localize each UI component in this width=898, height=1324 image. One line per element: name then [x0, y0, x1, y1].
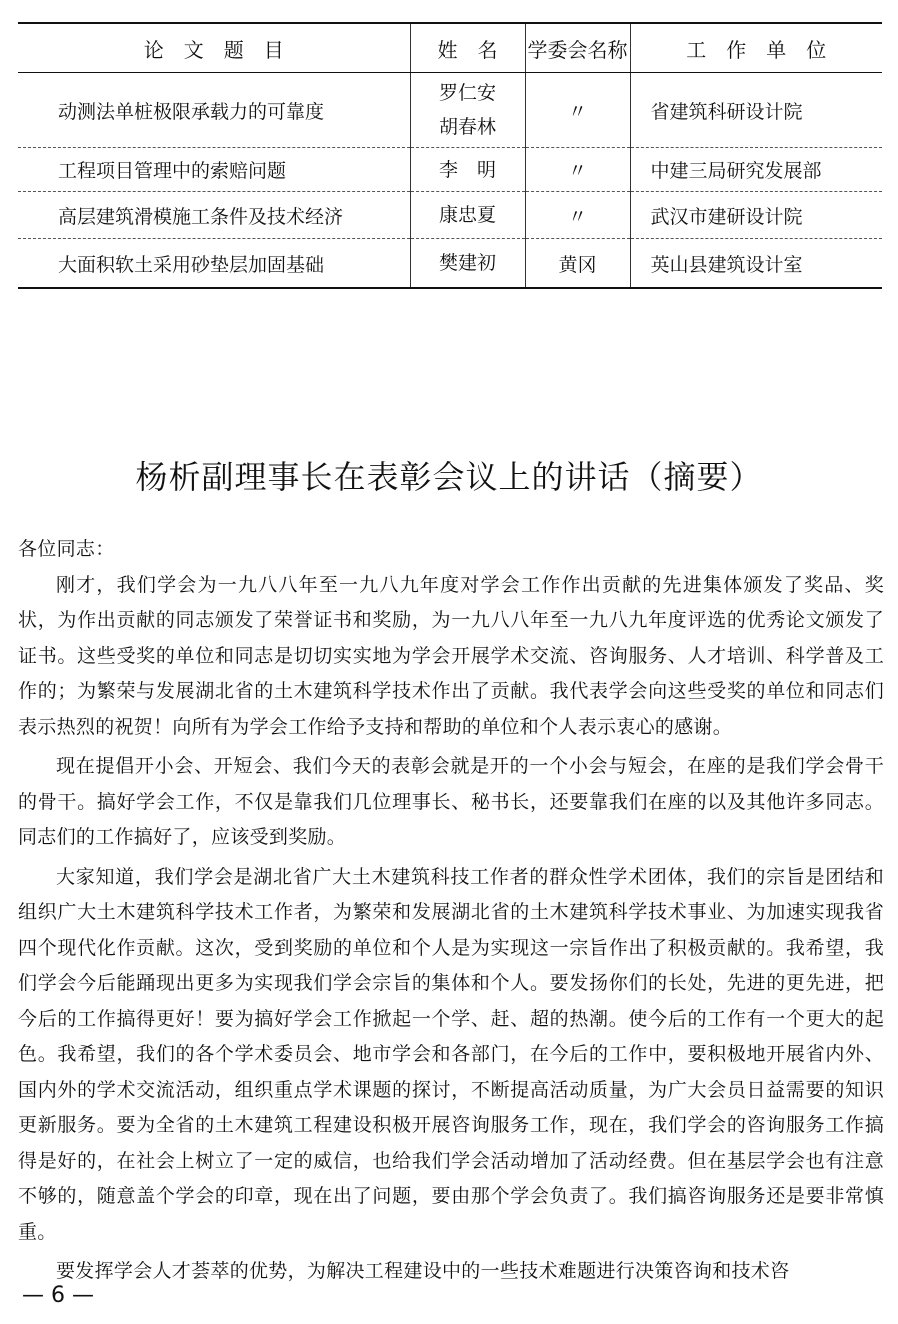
table-row [18, 148, 882, 192]
header-title: 论 文 题 目 [18, 23, 410, 73]
author-names [410, 148, 525, 192]
header-committee: 学委会名称 [525, 23, 630, 73]
author-name: 罗仁安 [438, 82, 496, 104]
paper-title: 动测法单桩极限承载力的可靠度 [18, 73, 410, 148]
author-name: 李 明 [438, 158, 496, 181]
article-body [18, 532, 884, 1294]
author-name: 胡春林 [438, 116, 496, 138]
work-unit: 省建筑科研设计院 [630, 73, 882, 148]
author-names [410, 73, 525, 148]
author-name: 康忠夏 [438, 204, 496, 226]
author-name: 樊建初 [438, 252, 496, 274]
salutation: 各位同志： [18, 538, 115, 560]
work-unit: 中建三局研究发展部 [630, 148, 882, 192]
paragraph: 要发挥学会人才荟萃的优势，为解决工程建设中的一些技术难题进行决策咨询和技术咨 [56, 1260, 790, 1282]
author-names [410, 192, 525, 239]
committee-name: 〃 [525, 192, 630, 239]
paragraph: 现在提倡开小会、开短会、我们今天的表彰会就是开的一个小会与短会，在座的是我们学会骨干的骨干。搞好学会工作，不仅是靠我们几位理事长、秘书长，还要靠我们在座的以及其他许多同志。同志们的工作搞好了，应该受到奖励。 [18, 755, 884, 848]
author-names [410, 239, 525, 289]
paragraph: 大家知道，我们学会是湖北省广大土木建筑科技工作者的群众性学术团体，我们的宗旨是团结和组织广大土木建筑科学技术工作者，为繁荣和发展湖北省的土木建筑科学技术事业、为加速实现我省四个现代化作贡献。这次，受到奖励的单位和个人是为实现这一宗旨作出了积极贡献的。我希望，我们学会今后能踊现出更多为实现我们学会宗旨的集体和个人。要发扬你们的长处，先进的更先进，把今后的工作搞得更好！要为搞好学会工作掀起一个学、赶、超的热潮。使今后的工作有一个更大的起色。我希望，我们的各个学术委员会、地市学会和各部门，在今后的工作中，要积极地开展省内外、国内外的学术交流活动，组织重点学术课题的探讨，不断提高活动质量，为广大会员日益需要的知识更新服务。要为全省的土木建筑工程建设积极开展咨询服务工作，现在，我们学会的咨询服务工作搞得是好的，在社会上树立了一定的威信，也给我们学会活动增加了活动经费。但在基层学会也有注意不够的，随意盖个学会的印章，现在出了问题，要由那个学会负责了。我们搞咨询服务还是要非常慎重。 [18, 865, 884, 1243]
page-number: — 6 — [22, 1283, 94, 1308]
article-title: 杨析副理事长在表彰会议上的讲话（摘要） [135, 458, 763, 496]
table-row [18, 192, 882, 239]
paper-title: 工程项目管理中的索赔问题 [18, 148, 410, 192]
paper-title: 大面积软土采用砂垫层加固基础 [18, 239, 410, 289]
header-unit: 工 作 单 位 [630, 23, 882, 73]
table-header-row [18, 23, 882, 73]
award-table [18, 22, 882, 289]
committee-name: 〃 [525, 148, 630, 192]
committee-name: 黄冈 [525, 239, 630, 289]
header-name: 姓 名 [410, 23, 525, 73]
committee-name: 〃 [525, 73, 630, 148]
paragraph: 刚才，我们学会为一九八八年至一九八九年度对学会工作作出贡献的先进集体颁发了奖品、奖状，为作出贡献的同志颁发了荣誉证书和奖励，为一九八八年至一九八九年度评选的优秀论文颁发了证书。这些受奖的单位和同志是切切实实地为学会开展学术交流、咨询服务、人才培训、科学普及工作的；为繁荣与发展湖北省的土木建筑科学技术作出了贡献。我代表学会向这些受奖的单位和同志们表示热烈的祝贺！向所有为学会工作给予支持和帮助的单位和个人表示衷心的感谢。 [18, 573, 884, 738]
work-unit: 英山县建筑设计室 [630, 239, 882, 289]
table-row [18, 73, 882, 148]
table-row [18, 239, 882, 289]
paper-title: 高层建筑滑模施工条件及技术经济 [18, 192, 410, 239]
work-unit: 武汉市建研设计院 [630, 192, 882, 239]
